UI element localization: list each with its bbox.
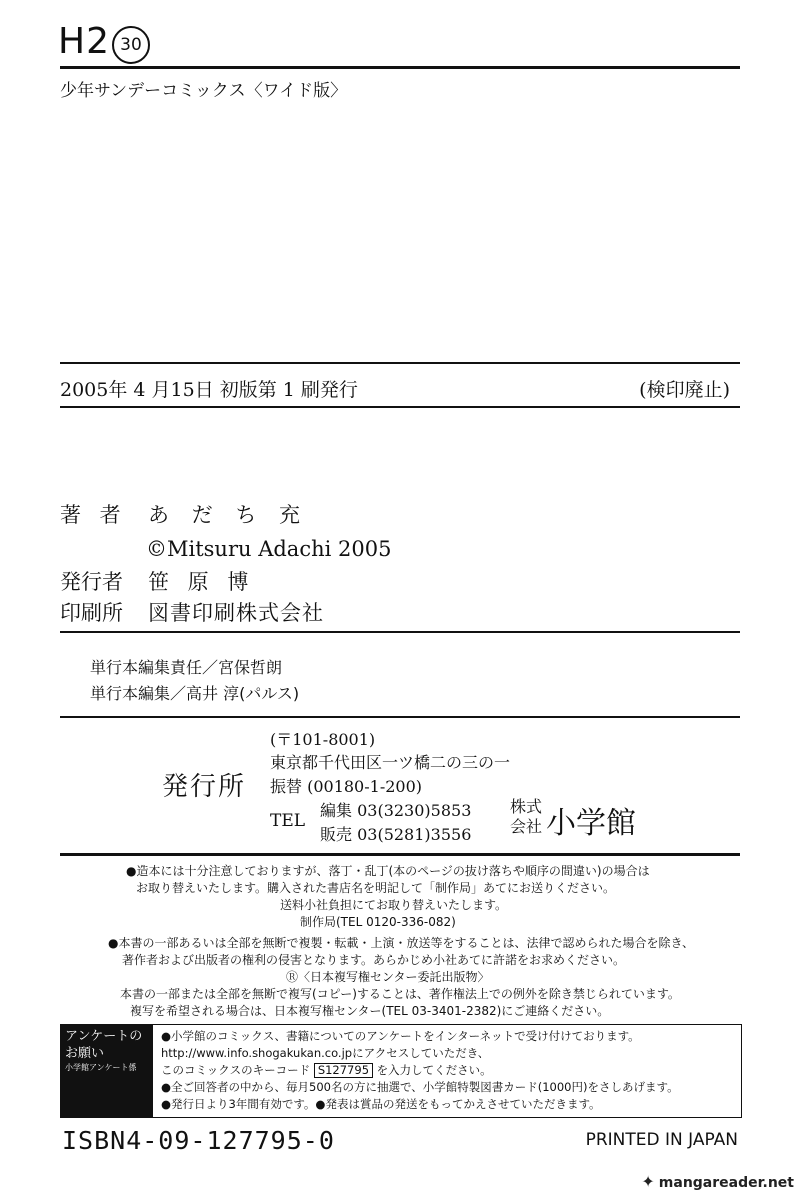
credits-rule [60, 631, 740, 633]
isbn: ISBN4-09-127795-0 [62, 1126, 335, 1155]
imprint-label: 少年サンデーコミックス〈ワイド版〉 [60, 81, 348, 101]
keycode-prefix: このコミックスのキーコード [161, 1063, 311, 1077]
notice-line: お取り替えいたします。購入された書店名を明記して「制作局」あてにお送りください。 [136, 881, 616, 895]
survey-box [60, 1024, 742, 1118]
publisher-person-row [60, 566, 254, 596]
postal-transfer: 振替 (00180-1-200) [270, 777, 423, 796]
date-rule-bottom [60, 406, 740, 408]
notice-line: Ⓡ〈日本複写権センター委託出版物〉 [286, 970, 490, 984]
editor: 単行本編集／高井 淳(パルス) [90, 684, 300, 703]
tel-editorial: 編集 03(3230)5853 [320, 801, 472, 820]
series-title: H2 [58, 21, 110, 62]
header-rule [60, 66, 740, 69]
notices-rule [60, 853, 740, 856]
notice-line: 複写を希望される場合は、日本複写権センター(TEL 03-3401-2382)にご連絡ください。 [130, 1004, 610, 1018]
tel-sales: 販売 03(5281)3556 [320, 825, 472, 844]
printer-name: 図書印刷株式会社 [148, 601, 324, 625]
postal-code: (〒101-8001) [270, 730, 376, 749]
tel-label: TEL [270, 811, 306, 831]
survey-dept: 小学館アンケート係 [65, 1063, 137, 1072]
editor-in-charge: 単行本編集責任／宮保哲朗 [90, 658, 283, 677]
author-label: 著 者 [60, 503, 127, 527]
date-rule-top [60, 362, 740, 364]
author-name: あ だ ち 充 [148, 503, 309, 527]
notice-line: 送料小社負担にてお取り替えいたします。 [280, 898, 508, 912]
copyright-notice-block [108, 935, 694, 1020]
survey-line: ●全ご回答者の中から、毎月500名の方に抽選で、小学館特製図書カード(1000円)をさしあげます。 [161, 1080, 679, 1094]
printer-label: 印刷所 [60, 601, 123, 625]
survey-url-line: http://www.info.shogakukan.co.jpにアクセスしていただき、 [161, 1046, 490, 1060]
defect-notice [126, 863, 650, 931]
editors-rule [60, 716, 740, 718]
printed-in-japan: PRINTED IN JAPAN [585, 1130, 738, 1150]
volume-number-badge: 30 [112, 26, 150, 64]
site-watermark [641, 1172, 794, 1191]
survey-line: ●小学館のコミックス、書籍についてのアンケートをインターネットで受け付けております。 [161, 1029, 640, 1043]
survey-keycode-line [161, 1062, 679, 1079]
survey-text [161, 1028, 679, 1113]
watermark-text: mangareader.net [658, 1175, 794, 1191]
publisher-address: 東京都千代田区一ツ橋二の三の一 [270, 753, 511, 772]
survey-label-line: お願い [65, 1046, 105, 1061]
publisher-office-label: 発行所 [162, 772, 247, 802]
keycode-suffix: を入力してください。 [376, 1063, 492, 1077]
notice-line: 本書の一部または全部を無断で複写(コピー)することは、著作権法上での例外を除き禁じられています。 [120, 987, 680, 1001]
title-block [58, 18, 150, 66]
watermark-logo-icon: ✦ [641, 1172, 655, 1191]
author-row [60, 499, 308, 529]
company-name: 小学館 [546, 806, 636, 841]
notice-line: ●本書の一部あるいは全部を無断で複製・転載・上演・放送等をすることは、法律で認められた場合を除き、 [108, 936, 694, 950]
notice-line: 著作者および出版者の権利の侵害となります。あらかじめ小社あてに許諾をお求めください。 [122, 953, 626, 967]
printer-row [60, 597, 324, 627]
survey-label-line: アンケートの [65, 1029, 143, 1044]
keycode-box: S127795 [314, 1063, 373, 1078]
publisher-person-name: 笹 原 博 [148, 570, 255, 594]
notice-line: 制作局(TEL 0120-336-082) [300, 915, 456, 929]
company-type: 株式会社 [509, 797, 542, 836]
publication-date: 2005年 4 月15日 初版第 1 刷発行 [60, 379, 358, 401]
survey-line: ●発行日より3年間有効です。●発表は賞品の発送をもってかえさせていただきます。 [161, 1097, 601, 1111]
notice-line: ●造本には十分注意しておりますが、落丁・乱丁(本のページの抜け落ちや順序の間違い)の場合は [126, 864, 650, 878]
copyright-notice: ©Mitsuru Adachi 2005 [146, 537, 392, 561]
seal-abolished-note: (検印廃止) [639, 379, 730, 401]
survey-label [61, 1025, 153, 1117]
publisher-person-label: 発行者 [60, 570, 123, 594]
